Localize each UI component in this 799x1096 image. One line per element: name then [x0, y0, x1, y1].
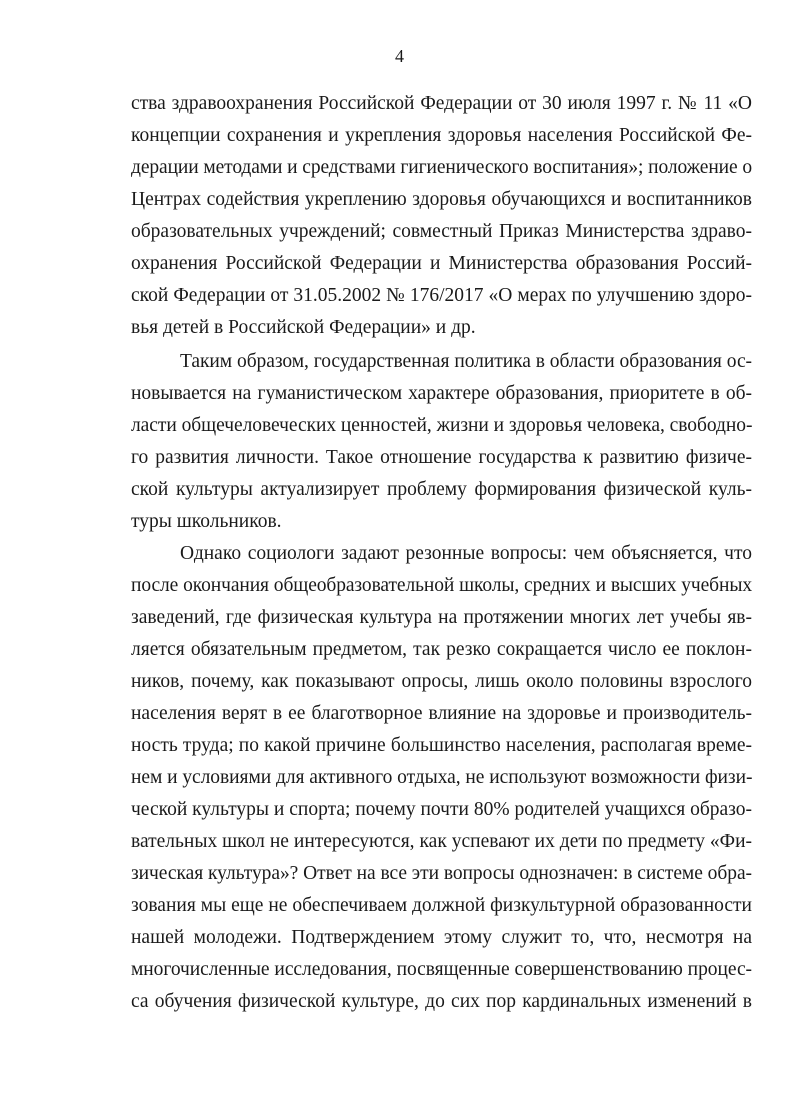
paragraph-first-line: Таким образом, государственная политика в области образования ос- [180, 351, 752, 372]
text-line: населения верят в ее благотворное влияние на здоровье и производитель- [131, 703, 752, 724]
text-line: многочисленные исследования, посвященные совершенствованию процес- [131, 959, 752, 980]
text-line: го развития личности. Такое отношение государства к развитию физиче- [131, 447, 752, 468]
text-line: Центрах содействия укреплению здоровья обучающихся и воспитанников [131, 189, 752, 210]
text-line: ства здравоохранения Российской Федерации от 30 июля 1997 г. № 11 «О [131, 93, 752, 114]
text-line: нем и условиями для активного отдыха, не используют возможности физи- [131, 767, 753, 788]
text-line: зования мы еще не обеспечиваем должной физкультурной образованности [131, 895, 752, 916]
text-line: нашей молодежи. Подтверждением этому служит то, что, несмотря на [131, 927, 752, 948]
text-line: ской Федерации от 31.05.2002 № 176/2017 «О мерах по улучшению здоро- [131, 285, 752, 306]
text-line: концепции сохранения и укрепления здоровья населения Российской Фе- [131, 125, 752, 146]
text-line: охранения Российской Федерации и Министерства образования Россий- [131, 253, 752, 274]
text-line: ность труда; по какой причине большинство населения, располагая време- [131, 735, 752, 756]
text-line: вательных школ не интересуются, как успевают их дети по предмету «Фи- [131, 831, 752, 852]
text-line: образовательных учреждений; совместный Приказ Министерства здраво- [131, 221, 752, 242]
page-number: 4 [395, 46, 404, 66]
text-line: вья детей в Российской Федерации» и др. [131, 317, 476, 338]
text-line: после окончания общеобразовательной школы, средних и высших учебных [131, 575, 752, 596]
text-line: ской культуры актуализирует проблему формирования физической куль- [131, 479, 752, 500]
text-line: ласти общечеловеческих ценностей, жизни и здоровья человека, свободно- [131, 415, 753, 436]
text-line: зическая культура»? Ответ на все эти вопросы однозначен: в системе обра- [131, 863, 752, 884]
text-line: дерации методами и средствами гигиенического воспитания»; положение о [131, 157, 752, 178]
paragraph-first-line: Однако социологи задают резонные вопросы: чем объясняется, что [180, 543, 752, 564]
text-line: туры школьников. [131, 511, 282, 532]
text-line: ляется обязательным предметом, так резко сокращается число ее поклон- [131, 639, 752, 660]
text-line: са обучения физической культуре, до сих пор кардинальных изменений в [131, 991, 752, 1012]
text-line: новывается на гуманистическом характере образования, приоритете в об- [131, 383, 752, 404]
text-line: заведений, где физическая культура на протяжении многих лет учебы яв- [131, 607, 752, 628]
text-line: ников, почему, как показывают опросы, лишь около половины взрослого [131, 671, 752, 692]
text-line: ческой культуры и спорта; почему почти 80% родителей учащихся образо- [131, 799, 752, 820]
